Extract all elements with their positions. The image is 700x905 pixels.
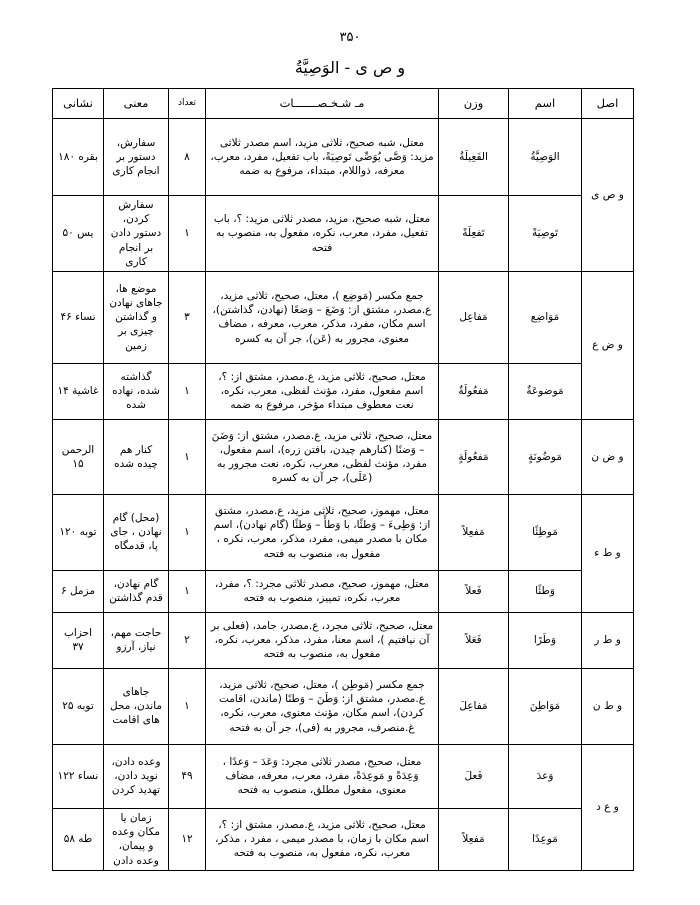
word-cell: الوَصِیَّةُ (509, 119, 582, 196)
reference-cell: غاشیة ۱۴ (53, 363, 104, 419)
form-cell: مَفاعِلَ (439, 668, 509, 744)
table-row (53, 494, 634, 570)
reference-cell: الرحمن ۱۵ (53, 419, 104, 494)
table-row (53, 363, 634, 419)
reference-cell: نساء ۴۶ (53, 271, 104, 363)
meaning-cell: سفارش کردن، دستور دادن بر انجام کاری (104, 196, 169, 272)
word-cell: تَوصِیَةً (509, 196, 582, 272)
table-row (53, 808, 634, 870)
description-cell: معتل، صحیح، ثلاثی مزید، ع.مصدر، مشتق از: وَضَنَ – وَضنًا (کنارهم چیدن، بافتن زره)، اسم مفعول، مفرد، مؤنث لفظی، معرب، نکره، نعت مجرور به (عَلَی)، جر آن به کسره (206, 419, 439, 494)
meaning-cell: کنار هم چیده شده (104, 419, 169, 494)
meaning-cell: گذاشته شده، نهاده شده (104, 363, 169, 419)
table-row (53, 744, 634, 808)
count-cell: ۱ (169, 363, 206, 419)
count-cell: ۱ (169, 419, 206, 494)
header-reference: نشانی (53, 89, 104, 119)
table-row (53, 196, 634, 272)
word-cell: وَعدَ (509, 744, 582, 808)
word-cell: مَوطِئًا (509, 494, 582, 570)
page-title: و ص ی - الوَصِیَّةُ (294, 58, 406, 77)
reference-cell: مزمل ۶ (53, 570, 104, 612)
word-cell: مَوَاضِع (509, 271, 582, 363)
count-cell: ۲ (169, 612, 206, 668)
reference-cell: توبه ۲۵ (53, 668, 104, 744)
description-cell: معتل، صحیح، مصدر ثلاثی مجرد: وَعَدَ – وَعدًا ، وَعِدَةً و مَوعِدَةً، مفرد، معرب، معرفه، مضاف معنوی، مفعول مطلق، منصوب به فتحه (206, 744, 439, 808)
description-cell: معتل، شبه صحیح، مزید، مصدر ثلاثی مزید: ؟، باب تفعیل، مفرد، معرب، نکره، مفعول به، منصوب به فتحه (206, 196, 439, 272)
word-cell: مَوضوعَةٌ (509, 363, 582, 419)
form-cell: الفَعِیلَةُ (439, 119, 509, 196)
form-cell: فَعَلاً (439, 612, 509, 668)
meaning-cell: گام نهادن، قدم گذاشتن (104, 570, 169, 612)
header-form: وزن (439, 89, 509, 119)
reference-cell: نساء ۱۲۲ (53, 744, 104, 808)
root-cell: و ض ع (582, 271, 634, 419)
description-cell: معتل، مهموز، صحیح، ثلاثی مزید، ع.مصدر، مشتق از: وَطِیءَ – وَطئًا، با وَطأً – وَطئًا (گام نهادن)، اسم مکان با مصدر میمی، مفرد، مذکر، معرب، نکره ، مفعول به، منصوب به فتحه (206, 494, 439, 570)
root-cell: و ط ء (582, 494, 634, 612)
form-cell: مَفاعِل (439, 271, 509, 363)
table-row (53, 119, 634, 196)
reference-cell: بقره ۱۸۰ (53, 119, 104, 196)
count-cell: ۱ (169, 570, 206, 612)
description-cell: معتل، صحیح، ثلاثی مزید، ع.مصدر، مشتق از: ؟، اسم مفعول، مفرد، مؤنث لفظی، معرب، نکره، نعت معطوف مبتداء مؤخر، مرفوع به ضمه (206, 363, 439, 419)
count-cell: ۳ (169, 271, 206, 363)
table-row (53, 612, 634, 668)
form-cell: فَعلاً (439, 570, 509, 612)
form-cell: مَفعُولَةٍ (439, 419, 509, 494)
word-cell: مَوَاطِنَ (509, 668, 582, 744)
count-cell: ۱ (169, 494, 206, 570)
description-cell: جمع مکسر (مَوضِع )، معتل، صحیح، ثلاثی مزید، ع.مصدر، مشتق از: وَضَعَ – وَضعًا (نهادن، گذاشتن)، اسم مکان، مفرد، مذکر، معرب، معرفه ، مضاف معنوی، مجرور به (عَن)، جر آن به کسره (206, 271, 439, 363)
header-row (53, 89, 634, 119)
description-cell: معتل، صحیح، ثلاثی مزید، ع.مصدر، مشتق از: ؟، اسم مکان با زمان، با مصدر میمی ، مفرد ، مذکر، معرب، نکره، مفعول به، منصوب به فتحه (206, 808, 439, 870)
meaning-cell: زمان یا مکان وعده و پیمان، وعده دادن (104, 808, 169, 870)
table-row (53, 419, 634, 494)
root-cell: و ط ن (582, 668, 634, 744)
form-cell: مَفعِلاً (439, 808, 509, 870)
root-cell: و ض ن (582, 419, 634, 494)
description-cell: معتل، مهموز، صحیح، مصدر ثلاثی مجرد: ؟، مفرد، معرب، نکره، تمییز، منصوب به فتحه (206, 570, 439, 612)
meaning-cell: سفارش، دستور بر انجام کاری (104, 119, 169, 196)
word-cell: مَوعِدًا (509, 808, 582, 870)
header-root: اصل (582, 89, 634, 119)
form-cell: تَفعِلَةً (439, 196, 509, 272)
table-row (53, 570, 634, 612)
form-cell: مَفعُولَةٌ (439, 363, 509, 419)
meaning-cell: جاهای ماندن، محل های اقامت (104, 668, 169, 744)
count-cell: ۱ (169, 668, 206, 744)
header-meaning: معنی (104, 89, 169, 119)
header-description: مـ شـخـصـــــــات (206, 89, 439, 119)
reference-cell: یس ۵۰ (53, 196, 104, 272)
count-cell: ۱ (169, 196, 206, 272)
header-word: اسم (509, 89, 582, 119)
meaning-cell: (محل) گام نهادن ، جای پا، قدمگاه (104, 494, 169, 570)
root-cell: و ص ی (582, 119, 634, 272)
reference-cell: توبه ۱۲۰ (53, 494, 104, 570)
word-cell: مَوضُونَةٍ (509, 419, 582, 494)
meaning-cell: حاجت مهم، نیاز، آرزو (104, 612, 169, 668)
word-cell: وَطئًا (509, 570, 582, 612)
count-cell: ۸ (169, 119, 206, 196)
word-cell: وَطَرًا (509, 612, 582, 668)
table-row (53, 271, 634, 363)
description-cell: معتل، شبه صحیح، ثلاثی مزید، اسم مصدر ثلاثی مزید: وَصَّی یُوَصِّی تَوصِیَةً، باب تفعیل، مفرد، معرب، معرفه، ذواللام، مبتداء، مرفوع به ضمه (206, 119, 439, 196)
page-number: ۳۵۰ (339, 30, 361, 45)
description-cell: جمع مکسر (مَوطِن )، معتل، صحیح، ثلاثی مزید، ع.مصدر، مشتق از: وَطَنَ – وَطنًا (ماندن، اقامت کردن)، اسم مکان، مؤنث معنوی، معرب، نکره، غ.منصرف، مجرور به (فی)، جر آن به فتحه (206, 668, 439, 744)
form-cell: مَفعِلاً (439, 494, 509, 570)
table-row (53, 668, 634, 744)
lexicon-table (52, 88, 634, 871)
reference-cell: احزاب ۳۷ (53, 612, 104, 668)
reference-cell: طه ۵۸ (53, 808, 104, 870)
meaning-cell: موضع ها، جاهای نهادن و گذاشتن چیزی بر زمین (104, 271, 169, 363)
description-cell: معتل، صحیح، ثلاثی مجرد، ع.مصدر، جامد، (فعلی بر آن نیافتیم )، اسم معنا، مفرد، مذکر، معرب، نکره، مفعول به، منصوب به فتحه (206, 612, 439, 668)
root-cell: و ع د (582, 744, 634, 870)
header-count: تعداد (169, 89, 206, 119)
count-cell: ۱۲ (169, 808, 206, 870)
meaning-cell: وعده دادن، نوید دادن، تهدید کردن (104, 744, 169, 808)
root-cell: و ط ر (582, 612, 634, 668)
count-cell: ۴۹ (169, 744, 206, 808)
form-cell: فَعلَ (439, 744, 509, 808)
